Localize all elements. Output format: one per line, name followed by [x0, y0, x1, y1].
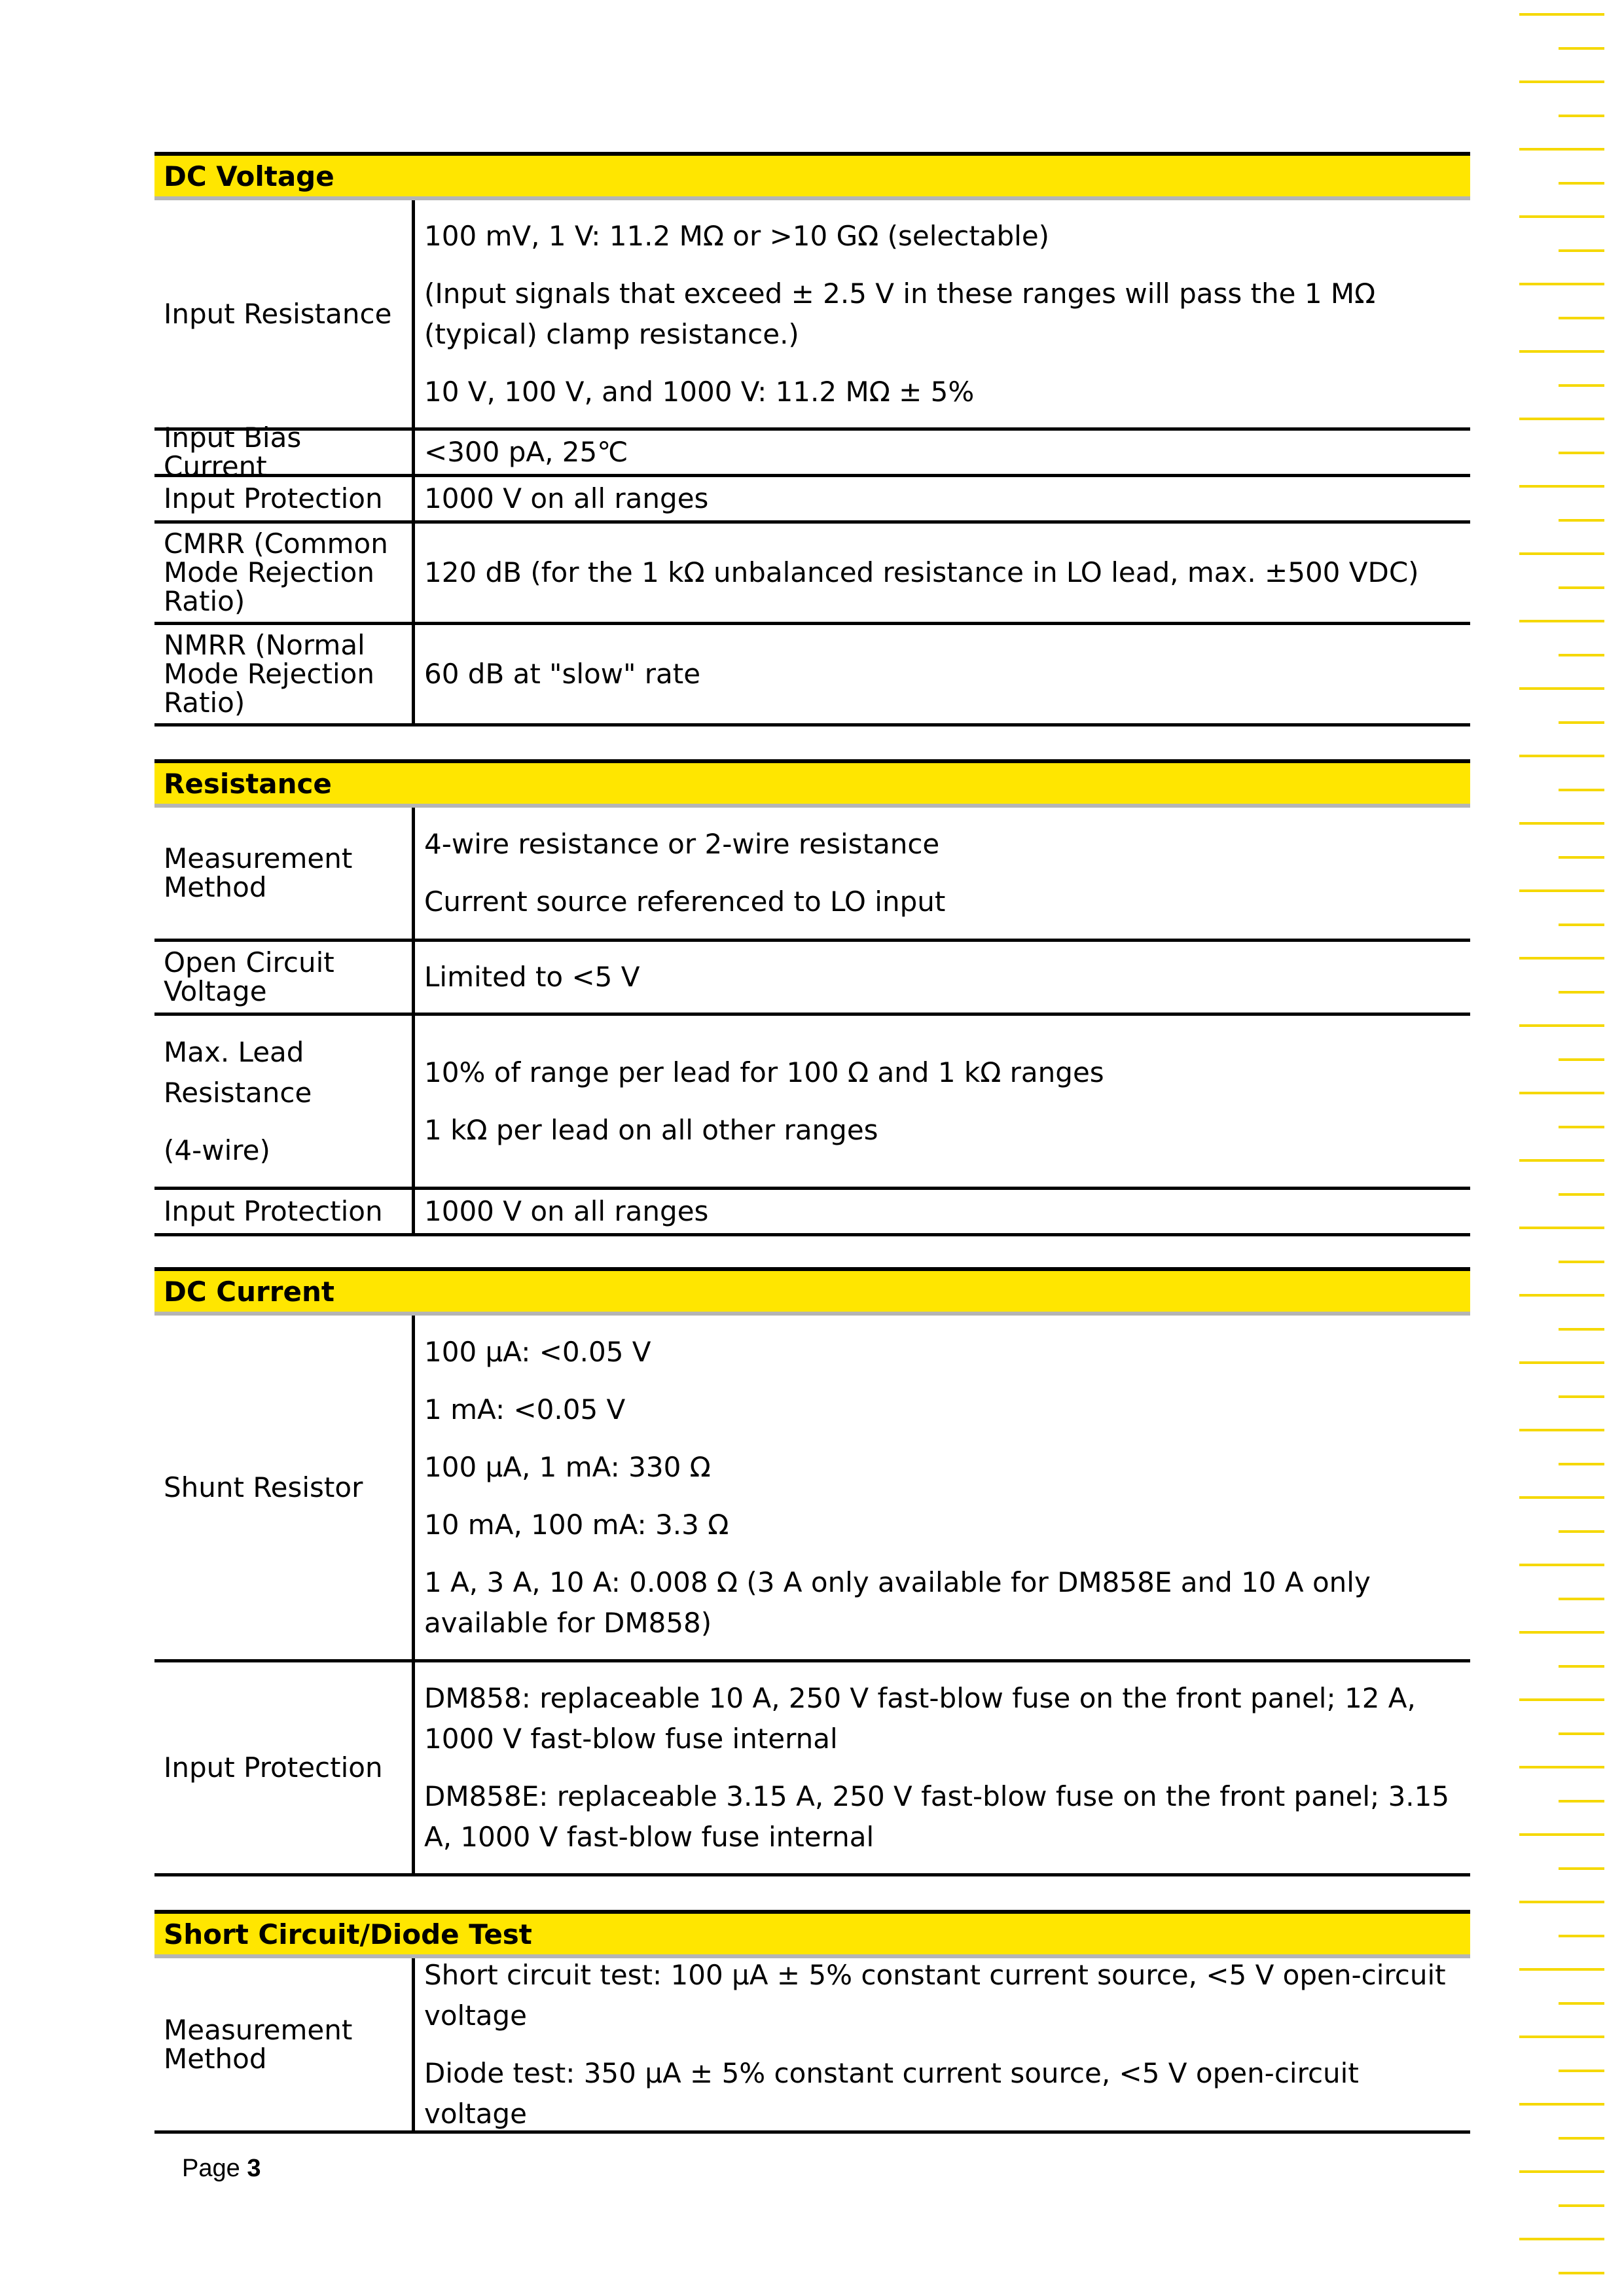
spec-value-line: DM858: replaceable 10 A, 250 V fast-blow fuse on the front panel; 12 A, 1000 V fast-blow fuse internal	[424, 1682, 1416, 1755]
spec-label-line: Measurement	[164, 2013, 353, 2046]
spec-value	[415, 431, 1470, 474]
spec-value-line: 1000 V on all ranges	[424, 482, 709, 514]
spec-value-line: 100 mV, 1 V: 11.2 MΩ or >10 GΩ (selectable)	[424, 219, 1050, 252]
spec-label: Input Protection	[154, 477, 415, 520]
spec-label-line: Ratio)	[164, 687, 245, 719]
spec-value	[415, 625, 1470, 723]
stripe-line	[1559, 519, 1604, 522]
stripe-line	[1559, 924, 1604, 926]
spec-value	[415, 1016, 1470, 1187]
stripe-line	[1519, 1429, 1604, 1431]
spec-value-line: 100 μA: <0.05 V	[424, 1335, 651, 1368]
spec-row	[154, 625, 1470, 726]
stripe-line	[1519, 350, 1604, 353]
stripe-line	[1519, 1968, 1604, 1971]
spec-value	[415, 1190, 1470, 1233]
stripe-line	[1559, 47, 1604, 50]
spec-value	[415, 808, 1470, 939]
stripe-line	[1519, 2036, 1604, 2038]
spec-label-line: Max. Lead	[164, 1035, 304, 1068]
spec-label-line: (4-wire)	[164, 1134, 270, 1166]
spec-value	[415, 942, 1470, 1013]
spec-value-line: 10% of range per lead for 100 Ω and 1 kΩ ranges	[424, 1056, 1104, 1088]
stripe-line	[1559, 1463, 1604, 1465]
stripe-line	[1519, 822, 1604, 825]
stripe-line	[1559, 1732, 1604, 1735]
spec-value-line: 1000 V on all ranges	[424, 1195, 709, 1227]
stripe-line	[1519, 1698, 1604, 1701]
stripe-line	[1559, 1126, 1604, 1128]
spec-label-line: Method	[164, 2042, 267, 2075]
stripe-line	[1559, 2204, 1604, 2207]
stripe-line	[1519, 2170, 1604, 2173]
spec-row	[154, 1016, 1470, 1190]
spec-value	[415, 1958, 1470, 2130]
spec-label	[154, 942, 415, 1013]
spec-row	[154, 1316, 1470, 1662]
spec-label: Input Protection	[154, 1190, 415, 1233]
spec-value-line: Diode test: 350 μA ± 5% constant current source, <5 V open-circuit voltage	[424, 2056, 1359, 2130]
spec-value-line: 100 μA, 1 mA: 330 Ω	[424, 1450, 711, 1483]
spec-value	[415, 477, 1470, 520]
stripe-line	[1559, 115, 1604, 117]
decorative-stripe-margin	[1519, 0, 1624, 2296]
stripe-line	[1519, 1024, 1604, 1027]
spec-value-line: 1 mA: <0.05 V	[424, 1393, 626, 1426]
stripe-line	[1519, 1766, 1604, 1768]
dc-current-section	[154, 1267, 1470, 1876]
spec-label: Shunt Resistor	[154, 1316, 415, 1659]
spec-value-line: 1 A, 3 A, 10 A: 0.008 Ω (3 A only available for DM858E and 10 A only available for DM858)	[424, 1566, 1371, 1639]
spec-value-line: Short circuit test: 100 μA ± 5% constant current source, <5 V open-circuit voltage	[424, 1958, 1446, 2032]
spec-value-line: 1 kΩ per lead on all other ranges	[424, 1113, 878, 1146]
spec-label	[154, 1016, 415, 1187]
spec-label	[154, 625, 415, 723]
page-number: 3	[247, 2155, 261, 2182]
spec-label	[154, 524, 415, 622]
spec-value-line: (Input signals that exceed ± 2.5 V in these ranges will pass the 1 MΩ (typical) clamp resistance.)	[424, 277, 1376, 350]
spec-label-line: Ratio)	[164, 585, 245, 617]
stripe-line	[1519, 889, 1604, 892]
stripe-line	[1519, 687, 1604, 690]
stripe-line	[1559, 2137, 1604, 2140]
stripe-line	[1519, 552, 1604, 555]
stripe-line	[1559, 856, 1604, 859]
stripe-line	[1559, 789, 1604, 791]
page-word: Page	[182, 2155, 240, 2182]
dc-voltage-section	[154, 152, 1470, 726]
stripe-line	[1519, 215, 1604, 218]
spec-label-line: Open Circuit	[164, 946, 334, 978]
stripe-line	[1519, 1564, 1604, 1566]
stripe-line	[1519, 148, 1604, 151]
stripe-line	[1559, 2272, 1604, 2274]
stripe-line	[1559, 1867, 1604, 1870]
stripe-line	[1559, 2070, 1604, 2072]
spec-label	[154, 808, 415, 939]
stripe-line	[1559, 1395, 1604, 1398]
spec-value-line: 4-wire resistance or 2-wire resistance	[424, 828, 940, 860]
stripe-line	[1519, 1227, 1604, 1229]
stripe-line	[1519, 283, 1604, 285]
stripe-line	[1519, 2103, 1604, 2106]
spec-label-line: Measurement	[164, 842, 353, 874]
stripe-line	[1559, 384, 1604, 387]
spec-label-line: Method	[164, 871, 267, 903]
spec-label: Input Resistance	[154, 200, 415, 427]
stripe-line	[1519, 1159, 1604, 1162]
stripe-line	[1519, 485, 1604, 488]
spec-row	[154, 477, 1470, 524]
spec-row	[154, 1958, 1470, 2134]
stripe-line	[1559, 991, 1604, 994]
stripe-line	[1559, 1058, 1604, 1061]
stripe-line	[1519, 2238, 1604, 2240]
spec-value-line: DM858E: replaceable 3.15 A, 250 V fast-blow fuse on the front panel; 3.15 A, 1000 V fast-blow fuse internal	[424, 1780, 1450, 1853]
stripe-line	[1559, 721, 1604, 724]
spec-label: Input Bias Current	[154, 431, 415, 474]
spec-row	[154, 524, 1470, 625]
spec-label-line: Voltage	[164, 975, 267, 1007]
stripe-line	[1559, 1665, 1604, 1668]
stripe-line	[1559, 182, 1604, 185]
spec-label-line: CMRR (Common	[164, 528, 388, 560]
spec-value-line: Current source referenced to LO input	[424, 886, 946, 918]
stripe-line	[1559, 1328, 1604, 1331]
spec-row	[154, 1190, 1470, 1236]
spec-row	[154, 422, 1470, 482]
spec-value-line: <300 pA, 25℃	[424, 436, 628, 468]
spec-value	[415, 524, 1470, 622]
stripe-line	[1519, 1631, 1604, 1634]
spec-row	[154, 200, 1470, 431]
stripe-line	[1559, 654, 1604, 656]
stripe-line	[1559, 586, 1604, 589]
spec-value-line: 60 dB at "slow" rate	[424, 658, 701, 690]
stripe-line	[1519, 13, 1604, 16]
spec-label: Input Protection	[154, 1662, 415, 1873]
stripe-line	[1559, 1193, 1604, 1196]
stripe-line	[1559, 1935, 1604, 1937]
stripe-line	[1519, 418, 1604, 420]
spec-value	[415, 1662, 1470, 1873]
spec-label	[154, 1958, 415, 2130]
section-title: Short Circuit/Diode Test	[154, 1910, 1470, 1958]
spec-value-line: Limited to <5 V	[424, 961, 640, 993]
stripe-line	[1519, 1294, 1604, 1297]
stripe-line	[1519, 620, 1604, 622]
spec-label-line: NMRR (Normal	[164, 629, 365, 661]
spec-label-line: Mode Rejection	[164, 556, 374, 588]
stripe-line	[1559, 452, 1604, 454]
stripe-line	[1519, 1901, 1604, 1903]
section-title: DC Voltage	[154, 152, 1470, 200]
stripe-line	[1559, 249, 1604, 252]
spec-value	[415, 1316, 1470, 1659]
stripe-line	[1519, 1496, 1604, 1499]
spec-row	[154, 808, 1470, 942]
section-title: DC Current	[154, 1267, 1470, 1316]
stripe-line	[1519, 1361, 1604, 1364]
stripe-line	[1559, 1261, 1604, 1263]
spec-label-line: Mode Rejection	[164, 658, 374, 690]
spec-value-line: 120 dB (for the 1 kΩ unbalanced resistance in LO lead, max. ±500 VDC)	[424, 556, 1419, 588]
stripe-line	[1559, 317, 1604, 319]
stripe-line	[1559, 2002, 1604, 2005]
stripe-line	[1559, 1800, 1604, 1803]
stripe-line	[1519, 81, 1604, 83]
spec-value-line: 10 V, 100 V, and 1000 V: 11.2 MΩ ± 5%	[424, 375, 975, 408]
short-circuit-diode-section	[154, 1910, 1470, 2134]
stripe-line	[1559, 1530, 1604, 1533]
section-title: Resistance	[154, 759, 1470, 808]
resistance-section	[154, 759, 1470, 1236]
stripe-line	[1559, 1598, 1604, 1600]
stripe-line	[1519, 957, 1604, 960]
spec-label-line: Resistance	[164, 1076, 312, 1109]
spec-row	[154, 942, 1470, 1016]
stripe-line	[1519, 1092, 1604, 1094]
page-number-footer	[182, 2155, 261, 2183]
spec-row	[154, 1662, 1470, 1876]
stripe-line	[1519, 755, 1604, 757]
stripe-line	[1519, 1833, 1604, 1836]
spec-value-line: 10 mA, 100 mA: 3.3 Ω	[424, 1508, 729, 1541]
spec-value	[415, 200, 1470, 427]
